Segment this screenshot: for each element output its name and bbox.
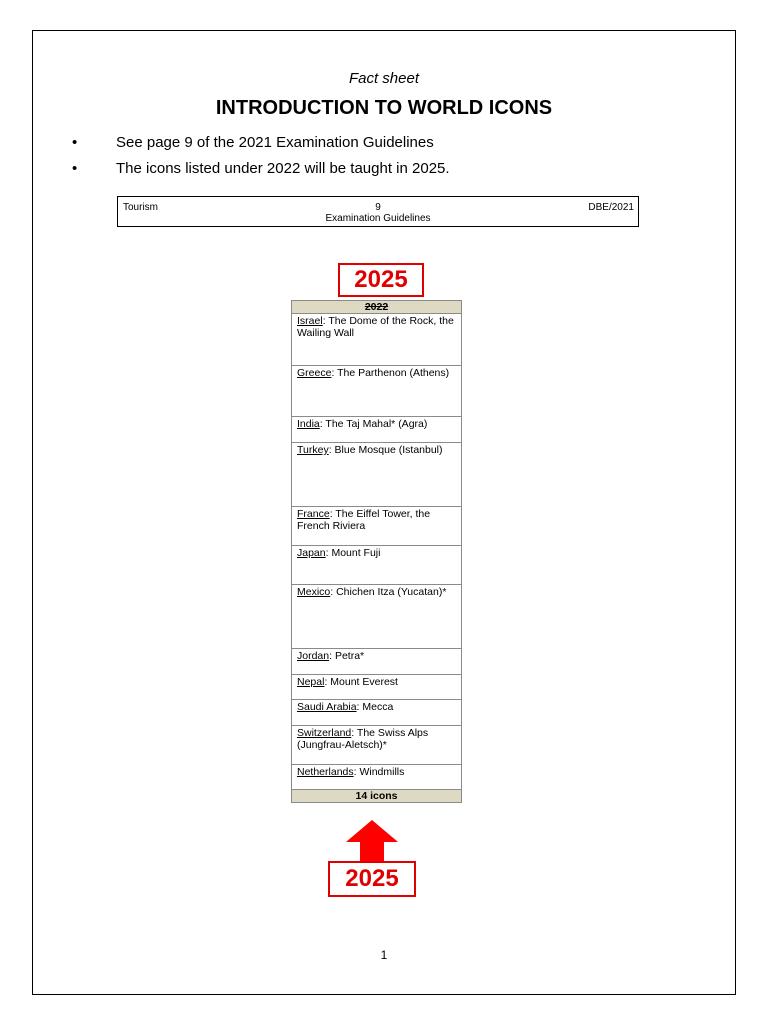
bullet-item: • The icons listed under 2022 will be taught in 2025. bbox=[72, 160, 450, 177]
country-name: France bbox=[297, 508, 330, 520]
icon-description: : The Swiss Alps (Jungfrau-Aletsch)* bbox=[297, 727, 429, 751]
table-row bbox=[292, 314, 462, 366]
icon-description: : Mount Fuji bbox=[325, 547, 381, 559]
icon-description: : The Taj Mahal* (Agra) bbox=[319, 418, 428, 430]
table-row bbox=[292, 366, 462, 417]
table-row bbox=[292, 585, 462, 649]
country-name: Israel bbox=[297, 315, 323, 327]
table-footer: 14 icons bbox=[292, 790, 462, 803]
icon-cell bbox=[292, 649, 462, 675]
table-row bbox=[292, 546, 462, 585]
icon-cell bbox=[292, 366, 462, 417]
year-annotation-bottom: 2025 bbox=[328, 861, 416, 897]
icon-cell bbox=[292, 443, 462, 507]
guidelines-page-number: 9 bbox=[375, 202, 381, 213]
fact-sheet-subtitle: Fact sheet bbox=[348, 70, 420, 87]
table-row bbox=[292, 765, 462, 790]
icon-description: : The Parthenon (Athens) bbox=[331, 367, 450, 379]
bullet-dot-icon: • bbox=[72, 160, 78, 177]
country-name: Mexico bbox=[297, 586, 331, 598]
guidelines-title: Examination Guidelines bbox=[325, 213, 431, 224]
table-row bbox=[292, 507, 462, 546]
page-title: INTRODUCTION TO WORLD ICONS bbox=[215, 97, 553, 119]
country-name: Turkey bbox=[297, 444, 329, 456]
icon-description: : Mecca bbox=[356, 701, 394, 713]
country-name: Greece bbox=[297, 367, 332, 379]
page-number: 1 bbox=[380, 948, 388, 962]
icon-cell bbox=[292, 417, 462, 443]
icon-cell bbox=[292, 507, 462, 546]
guidelines-subject: Tourism bbox=[123, 202, 159, 213]
icon-description: : Blue Mosque (Istanbul) bbox=[328, 444, 443, 456]
icon-description: : Chichen Itza (Yucatan)* bbox=[330, 586, 447, 598]
icon-description: : Petra* bbox=[329, 650, 365, 662]
icon-cell bbox=[292, 675, 462, 700]
guidelines-code: DBE/2021 bbox=[588, 202, 634, 213]
icon-description: : Mount Everest bbox=[324, 676, 398, 688]
country-name: Saudi Arabia bbox=[297, 701, 357, 713]
icon-description: : Windmills bbox=[353, 766, 405, 778]
icon-cell bbox=[292, 546, 462, 585]
icon-cell bbox=[292, 585, 462, 649]
table-row bbox=[292, 417, 462, 443]
icon-cell bbox=[292, 765, 462, 790]
table-row bbox=[292, 443, 462, 507]
country-name: Switzerland bbox=[297, 727, 352, 739]
country-name: Jordan bbox=[297, 650, 330, 662]
table-row bbox=[292, 649, 462, 675]
guidelines-center bbox=[118, 202, 638, 224]
bullet-item: • See page 9 of the 2021 Examination Guidelines bbox=[72, 134, 434, 151]
country-name: India bbox=[297, 418, 320, 430]
icon-description: : The Eiffel Tower, the French Riviera bbox=[297, 508, 431, 532]
world-icons-table bbox=[291, 300, 462, 803]
icon-cell bbox=[292, 700, 462, 726]
country-name: Nepal bbox=[297, 676, 325, 688]
icon-description: : The Dome of the Rock, the Wailing Wall bbox=[297, 315, 454, 339]
icon-cell bbox=[292, 314, 462, 366]
icon-cell bbox=[292, 726, 462, 765]
country-name: Japan bbox=[297, 547, 326, 559]
table-row bbox=[292, 700, 462, 726]
year-annotation-top: 2025 bbox=[338, 263, 424, 297]
bullet-dot-icon: • bbox=[72, 134, 78, 151]
country-name: Netherlands bbox=[297, 766, 354, 778]
bullet-list bbox=[64, 133, 450, 185]
table-row bbox=[292, 726, 462, 765]
table-header: 2022 bbox=[292, 301, 462, 314]
table-row bbox=[292, 675, 462, 700]
guidelines-header bbox=[117, 196, 639, 227]
